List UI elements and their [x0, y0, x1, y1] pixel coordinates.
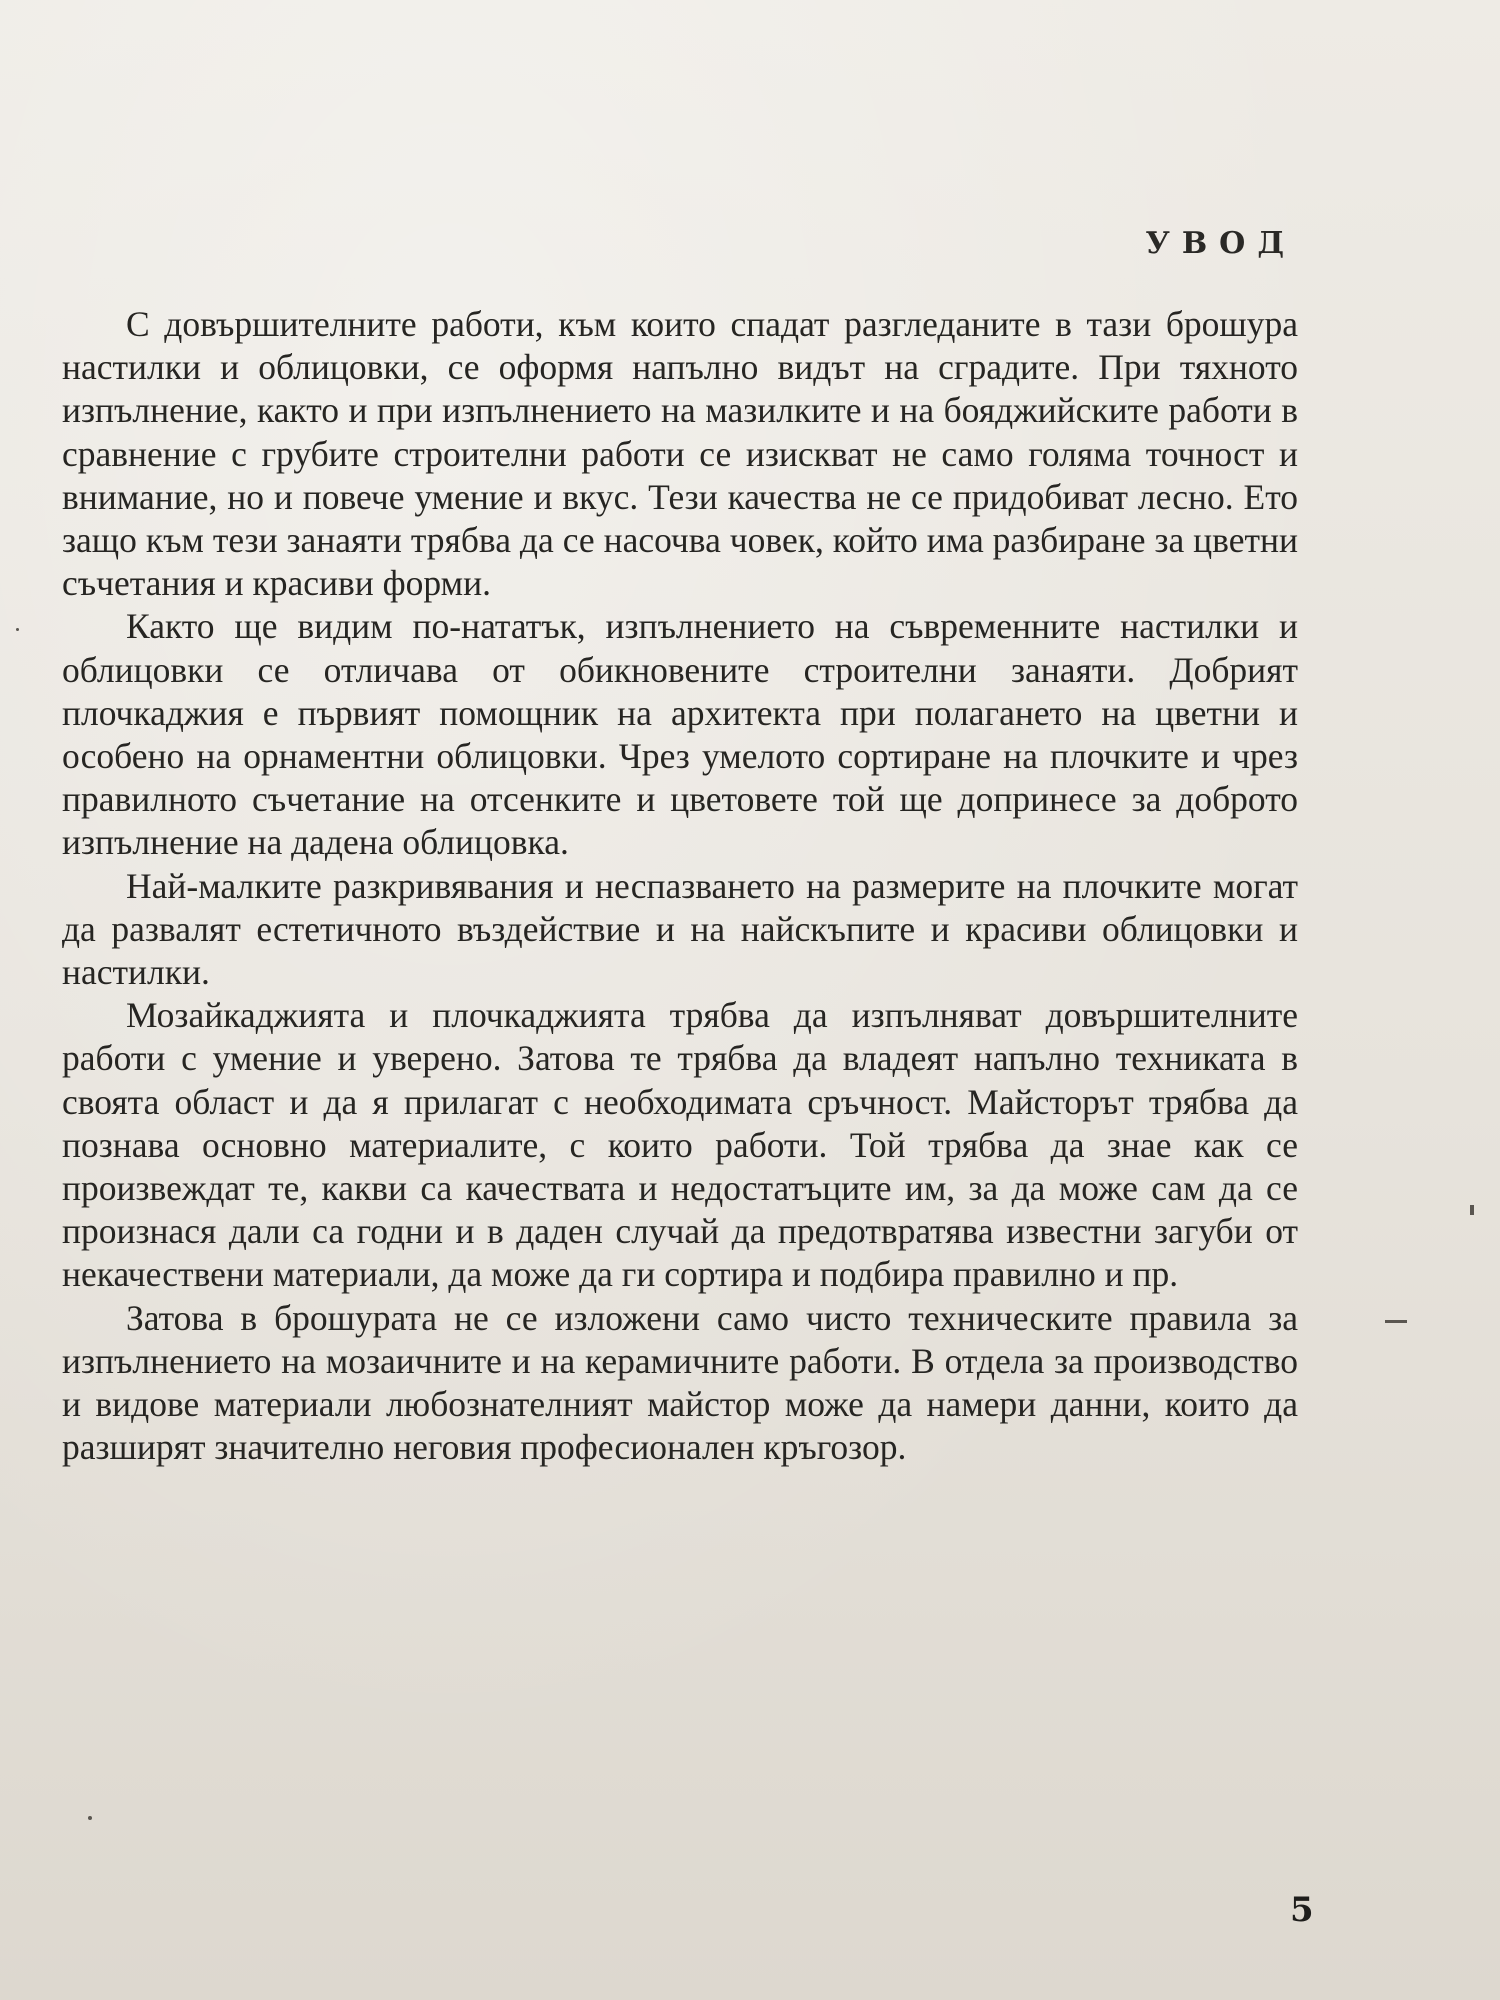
- paragraph: С довършителните работи, към които спадат разгледаните в тази брошура настилки и облицовки, се оформя напълно видът на сградите. При тяхното изпълнение, както и при изпълнението на мазилките и на бояджийските работи в сравнение с грубите строителни работи се изискват не само голяма точност и внимание, но и повече умение и вкус. Тези качества не се придобиват лесно. Ето защо към тези занаяти трябва да се насочва човек, който има разбиране за цветни съчетания и красиви форми.: [62, 304, 1298, 604]
- paragraph: Най-малките разкривявания и неспазването на размерите на плочките могат да развалят естетичното въздействие и на найскъпите и красиви облицовки и настилки.: [62, 865, 1298, 993]
- page-number: 5: [1290, 1890, 1314, 1930]
- paragraph: Мозайкаджията и плочкаджията трябва да изпълняват довършителните работи с умение и уверено. Затова те трябва да владеят напълно техниката в своята област и да я прилагат с необходимата сръчност. Майсторът трябва да познава основно материалите, с които работи. Той трябва да знае как се произвеждат те, какви са качествата и недостатъците им, за да може сам да се произнася дали са годни и в даден случай да предотвратява известни загуби от некачествени материали, да може да ги сортира и подбира правилно и пр.: [62, 995, 1298, 1295]
- margin-mark: [1470, 1205, 1474, 1215]
- body-text: [62, 303, 1298, 1469]
- paragraph: Както ще видим по-нататък, изпълнението на съвременните настилки и облицовки се отличава от обикновените строителни занаяти. Добрият плочкаджия е първият помощник на архитекта при полагането на цветни и особено на орнаментни облицовки. Чрез умелото сортиране на плочките и чрез правилното съчетание на отсенките и цветовете той ще допринесе за доброто изпълнение на дадена облицовка.: [62, 606, 1298, 863]
- margin-mark: [1385, 1320, 1407, 1323]
- paragraph: Затова в брошурата не се изложени само чисто техническите правила за изпълнението на мозаичните и на керамичните работи. В отдела за производство и видове материали любознателният майстор може да намери данни, които да разширят значително неговия професионален кръгозор.: [62, 1297, 1298, 1468]
- margin-mark: [88, 1816, 92, 1820]
- chapter-heading: УВОД: [1145, 226, 1296, 261]
- margin-mark: [16, 628, 19, 631]
